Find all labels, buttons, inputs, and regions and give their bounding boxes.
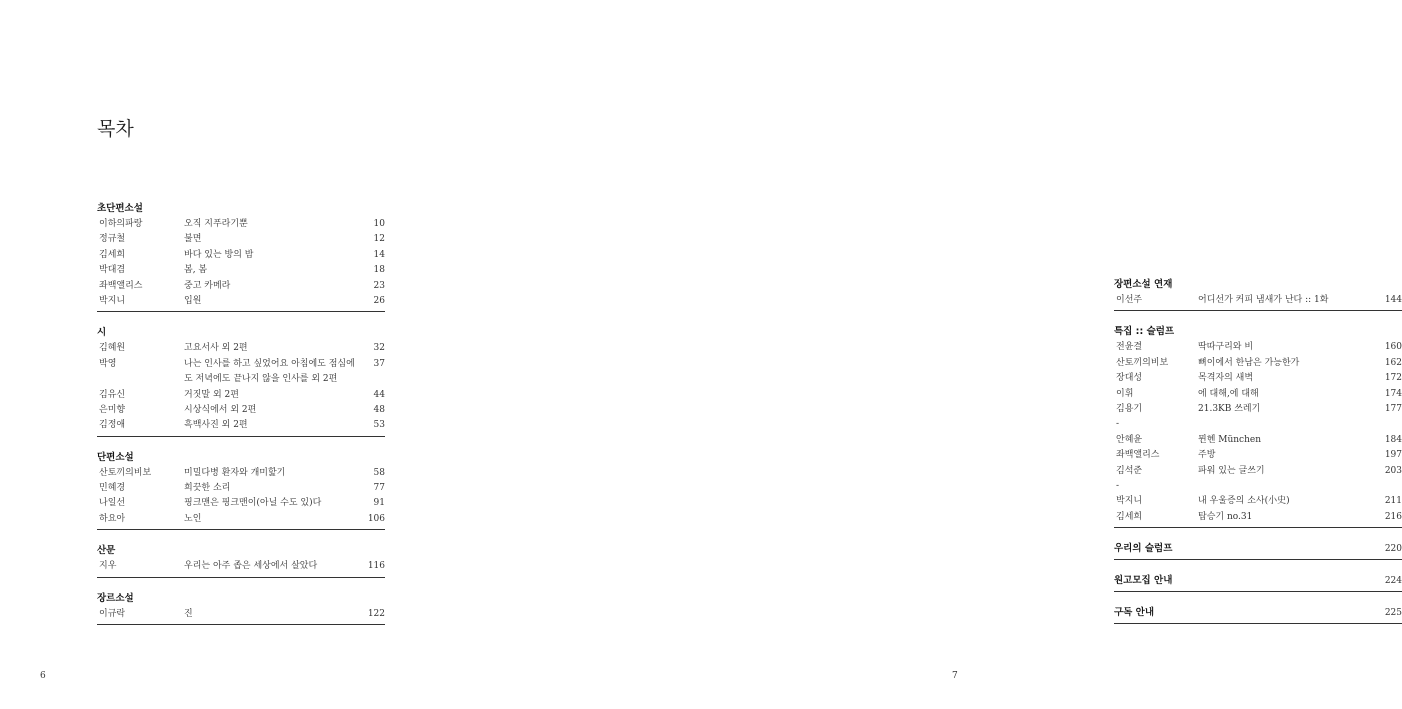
toc-section: [97, 201, 385, 312]
entry-page-number: 177: [1384, 403, 1402, 414]
toc-entry: [97, 418, 385, 433]
entry-page-number: 216: [1384, 511, 1402, 522]
toc-entry: [1114, 433, 1402, 448]
entry-page-number: 91: [373, 498, 385, 509]
entry-title: 탑승기 no.31: [1198, 511, 1253, 522]
entry-page-number: 220: [1384, 544, 1402, 555]
toc-entry: [97, 512, 385, 527]
section-heading: 특집 :: 슬럼프: [1114, 326, 1175, 338]
toc-entry: [1114, 356, 1402, 371]
section-gap: [97, 530, 385, 543]
entry-author: 이선주: [1116, 295, 1143, 305]
entry-author: 박지니: [99, 295, 126, 306]
toc-entry: [97, 466, 385, 481]
entry-author: -: [1116, 419, 1120, 430]
entry-page-number: 144: [1384, 295, 1402, 305]
toc-entry: [1114, 448, 1402, 463]
entry-title: 우리는 아주 좁은 세상에서 살았다: [184, 561, 318, 572]
entry-page-number: 203: [1384, 465, 1402, 476]
entry-page-number: 14: [373, 249, 385, 260]
entry-author: 전윤결: [1116, 342, 1143, 353]
entry-title: 에 대해,에 대해: [1198, 388, 1259, 399]
page-title: 목차: [97, 118, 134, 140]
entry-title: 진: [184, 608, 193, 619]
section-heading: 장편소설 연재: [1114, 279, 1173, 290]
entry-page-number: 26: [373, 295, 385, 306]
section-rule: [97, 624, 385, 625]
entry-author: 이하의파랑: [99, 219, 143, 229]
toc-section-standalone: [1114, 541, 1402, 557]
entry-page-number: 174: [1384, 388, 1402, 399]
entry-title: 뮌헨 München: [1198, 434, 1262, 445]
toc-entry: [1114, 479, 1402, 494]
entry-page-number: 106: [367, 513, 385, 524]
entry-title: 오직 지푸라기뿐: [184, 219, 248, 229]
section-heading: 우리의 슬럼프: [1114, 543, 1173, 555]
section-gap: [1114, 560, 1402, 573]
entry-page-number: 53: [373, 420, 385, 431]
entry-title: 도 저녁에도 끝나지 않을 인사를 외 2편: [184, 374, 338, 385]
toc-section: [97, 591, 385, 625]
entry-title: 희끗한 소리: [184, 483, 231, 494]
section-heading: 시: [97, 327, 107, 339]
toc-left-column: [97, 201, 385, 625]
toc-entry: [1114, 402, 1402, 417]
entry-author: 좌백앨리스: [1116, 450, 1160, 461]
entry-page-number: 18: [373, 265, 385, 276]
toc-entry: [1114, 340, 1402, 355]
entry-author: 김용기: [1116, 403, 1143, 414]
toc-entry: [97, 372, 385, 387]
entry-page-number: 32: [373, 343, 385, 354]
left-page: [0, 0, 500, 709]
entry-title: 노인: [184, 513, 202, 524]
section-heading: 단편소설: [97, 451, 134, 463]
entry-page-number: 12: [373, 234, 385, 245]
toc-right-column: [1114, 277, 1402, 624]
entry-title: 핑크맨은 핑크맨이(아닐 수도 있)다: [184, 498, 322, 509]
entry-page-number: 77: [373, 483, 385, 494]
toc-entry: [97, 232, 385, 247]
entry-title: 주방: [1198, 450, 1216, 461]
entry-author: 산토끼의비보: [1116, 357, 1169, 368]
entry-author: 지우: [99, 561, 117, 572]
entry-page-number: 116: [367, 561, 385, 572]
entry-title: 불면: [184, 234, 202, 245]
right-page: [500, 0, 1402, 709]
toc-entry: [97, 217, 385, 232]
entry-page-number: 37: [373, 358, 385, 369]
entry-author: 김세희: [1116, 511, 1143, 522]
toc-entry: [1114, 494, 1402, 509]
entry-title: 고요서사 외 2편: [184, 343, 248, 354]
entry-page-number: 10: [373, 219, 385, 229]
toc-entry: [97, 263, 385, 278]
entry-title: 중고 카메라: [184, 280, 231, 291]
entry-title: 나는 인사를 하고 싶었어요 아침에도 점심에: [184, 358, 355, 369]
entry-title: 딱따구리와 비: [1198, 342, 1254, 353]
entry-title: 흑백사진 외 2편: [184, 420, 248, 431]
section-gap: [1114, 528, 1402, 541]
entry-page-number: 160: [1384, 342, 1402, 353]
section-gap: [1114, 311, 1402, 324]
toc-entry: [1114, 417, 1402, 432]
entry-title: 봄, 봄: [184, 265, 208, 276]
section-gap: [1114, 592, 1402, 605]
entry-page-number: 23: [373, 280, 385, 291]
toc-entry: [97, 607, 385, 622]
toc-section-standalone: [1114, 605, 1402, 621]
toc-entry: [1114, 464, 1402, 479]
entry-author: 김세희: [99, 249, 126, 260]
entry-page-number: 211: [1384, 496, 1402, 507]
entry-author: 이규락: [99, 608, 126, 619]
entry-page-number: 44: [373, 389, 385, 400]
toc-entry: [97, 559, 385, 574]
toc-entry: [97, 357, 385, 372]
toc-entry: [97, 279, 385, 294]
entry-page-number: 172: [1384, 373, 1402, 384]
toc-section: [97, 325, 385, 436]
entry-page-number: 197: [1384, 450, 1402, 461]
section-gap: [97, 437, 385, 450]
entry-title: 시상식에서 외 2편: [184, 404, 257, 415]
page-number-left: 6: [40, 671, 46, 681]
entry-title: 내 우울증의 소사(小史): [1198, 496, 1290, 507]
entry-author: 김석준: [1116, 465, 1143, 476]
entry-author: 김혜원: [99, 343, 126, 354]
toc-entry: [97, 294, 385, 309]
entry-page-number: 162: [1384, 357, 1402, 368]
entry-author: 박영: [99, 358, 117, 369]
entry-author: 이휘: [1116, 388, 1134, 399]
section-gap: [97, 312, 385, 325]
entry-author: 산토끼의비보: [99, 467, 152, 478]
toc-entry: [97, 248, 385, 263]
entry-author: 민혜경: [99, 483, 126, 494]
toc-entry: [1114, 510, 1402, 525]
page-number-right: 7: [952, 671, 958, 681]
entry-title: 뼈이에서 한남은 가능한가: [1198, 357, 1300, 368]
entry-author: 김유신: [99, 389, 126, 400]
section-heading: 산문: [97, 545, 116, 557]
section-heading: 구독 안내: [1114, 607, 1155, 619]
entry-title: 21.3KB 쓰레기: [1198, 403, 1261, 414]
toc-entry: [97, 403, 385, 418]
entry-author: 하요아: [99, 513, 126, 524]
entry-page-number: 225: [1384, 608, 1402, 619]
entry-author: 나일선: [99, 498, 126, 509]
toc-entry: [97, 496, 385, 511]
entry-author: 박대겸: [99, 265, 126, 276]
entry-page-number: 48: [373, 404, 385, 415]
toc-section: [97, 450, 385, 531]
entry-title: 바다 있는 방의 밤: [184, 249, 254, 260]
entry-author: -: [1116, 480, 1120, 491]
entry-title: 거짓말 외 2편: [184, 389, 239, 400]
toc-entry: [1114, 387, 1402, 402]
toc-entry: [97, 481, 385, 496]
toc-section: [1114, 277, 1402, 311]
entry-page-number: 58: [373, 467, 385, 478]
toc-entry: [97, 388, 385, 403]
section-gap: [97, 578, 385, 591]
entry-title: 어디선가 커피 냄새가 난다 :: 1화: [1198, 295, 1329, 305]
entry-author: 안혜윤: [1116, 434, 1143, 445]
entry-author: 은미향: [99, 404, 126, 415]
section-heading: 초단편소설: [97, 203, 143, 214]
section-heading: 장르소설: [97, 592, 134, 604]
entry-author: 좌백앨리스: [99, 280, 143, 291]
toc-section-standalone: [1114, 573, 1402, 589]
entry-page-number: 184: [1384, 434, 1402, 445]
section-heading: 원고모집 안내: [1114, 575, 1173, 587]
entry-author: 정규철: [99, 234, 126, 245]
entry-page-number: 122: [367, 608, 385, 619]
entry-page-number: 224: [1384, 576, 1402, 587]
toc-entry: [1114, 371, 1402, 386]
toc-entry: [97, 341, 385, 356]
entry-author: 장대성: [1116, 373, 1143, 384]
entry-author: 김정애: [99, 420, 126, 431]
entry-author: 박지니: [1116, 496, 1143, 507]
entry-title: 목격자의 새벽: [1198, 373, 1254, 384]
section-rule: [1114, 623, 1402, 624]
toc-section: [1114, 324, 1402, 528]
entry-title: 입원: [184, 295, 202, 306]
toc-section: [97, 543, 385, 577]
toc-entry: [1114, 293, 1402, 308]
entry-title: 파워 있는 글쓰기: [1198, 465, 1265, 476]
entry-title: 미밀다병 환자와 개미핥기: [184, 467, 286, 478]
